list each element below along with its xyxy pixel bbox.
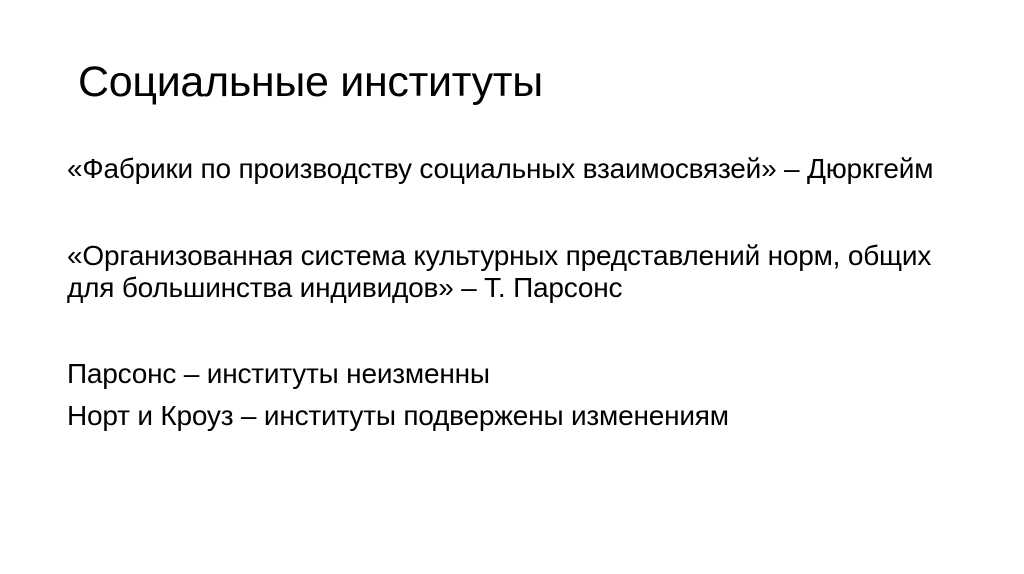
slide-title: Социальные институты [78,58,543,106]
quote-parsons-line-2: для большинства индивидов» – Т. Парсонс [67,272,623,303]
quote-durkheim: «Фабрики по производству социальных взаимосвязей» – Дюркгейм [67,153,934,184]
quote-parsons-line-1: «Организованная система культурных представлений норм, общих [67,240,932,271]
statement-north-crouse: Норт и Кроуз – институты подвержены изменениям [67,400,729,431]
statement-parsons: Парсонс – институты неизменны [67,358,490,389]
